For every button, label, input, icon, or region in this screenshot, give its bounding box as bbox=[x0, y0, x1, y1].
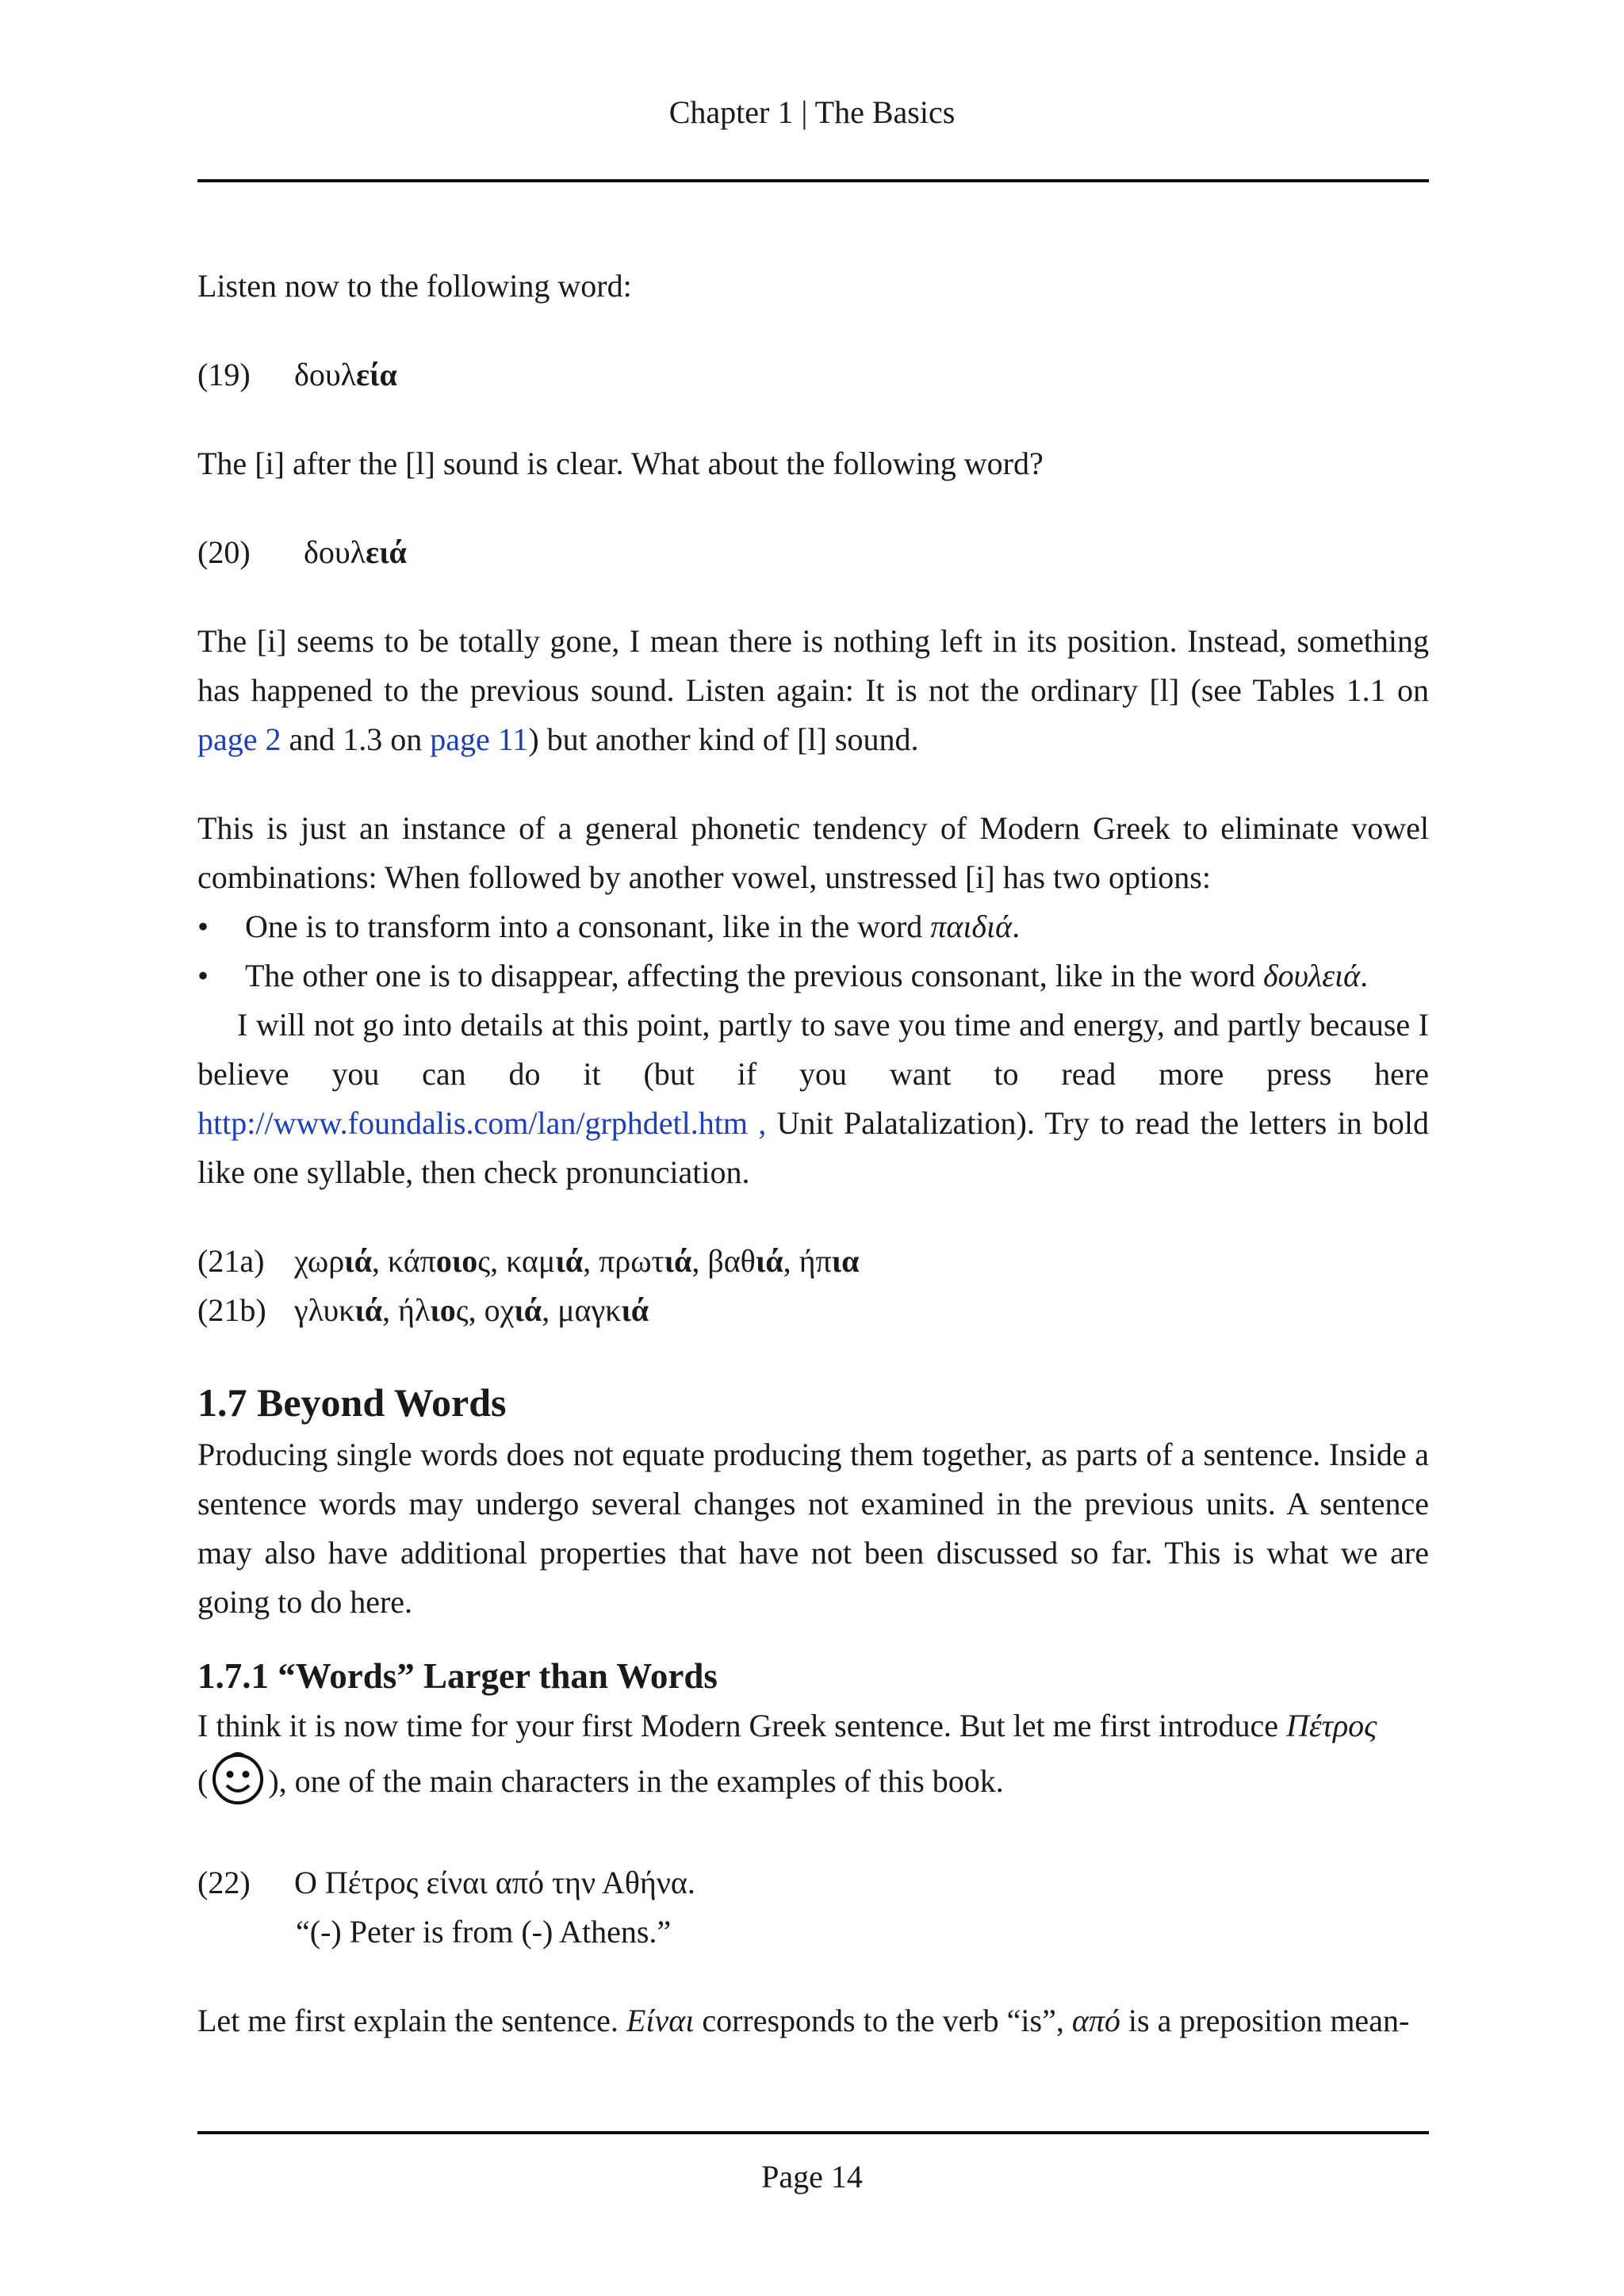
text-run: Unit Palatalization). Try to read the letters in bold like one syllable, then check pronunciation. bbox=[197, 1105, 1429, 1190]
bold-syllable: ιά bbox=[621, 1292, 649, 1328]
bold-syllable: ιά bbox=[755, 1243, 783, 1279]
paragraph-explain bbox=[197, 1996, 1429, 2045]
example-greek bbox=[304, 528, 407, 577]
link-page-11[interactable]: page 11 bbox=[430, 721, 529, 757]
italic-word: παιδιά bbox=[930, 909, 1013, 944]
bullet-icon: • bbox=[197, 958, 209, 993]
bullet-icon: • bbox=[197, 909, 209, 944]
running-header: Chapter 1 | The Basics bbox=[668, 94, 956, 130]
paragraph-after-20 bbox=[197, 617, 1429, 764]
example-gloss: “(-) Peter is from (-) Athens.” bbox=[296, 1914, 672, 1950]
text-run: I think it is now time for your first Modern Greek sentence. But let me first introduce bbox=[197, 1708, 1287, 1743]
text-run: ( bbox=[197, 1763, 209, 1800]
text-run: , ήλ bbox=[382, 1292, 431, 1328]
bold-syllable: εία bbox=[356, 357, 397, 392]
text-run: corresponds to the verb “is”, bbox=[694, 2003, 1072, 2038]
italic-word: Είναι bbox=[626, 2003, 695, 2038]
paragraph-after-19: The [i] after the [l] sound is clear. What about the following word? bbox=[197, 446, 1044, 481]
list-item bbox=[197, 902, 1429, 951]
text-run: I will not go into details at this point, partly to save you time and energy, and partly because I believe you can do it (but if you want to read more press here bbox=[197, 1007, 1429, 1092]
bold-syllable: οιο bbox=[435, 1243, 478, 1279]
example-21a bbox=[197, 1237, 1429, 1286]
text-run: The [i] seems to be totally gone, I mean there is nothing left in its position. Instead, something has happened to the previous sound. Listen again: It is not the ordinary [l] (see Tables 1.1 on bbox=[197, 623, 1429, 708]
text-run: ), one of the main characters in the examples of this book. bbox=[268, 1763, 1004, 1800]
page-number: Page 14 bbox=[761, 2159, 863, 2195]
paragraph-intro-petros bbox=[197, 1701, 1429, 1819]
example-19 bbox=[197, 350, 1429, 400]
example-number: (22) bbox=[197, 1865, 251, 1900]
example-greek bbox=[294, 1237, 859, 1286]
example-number: (20) bbox=[197, 534, 251, 570]
word-stem: δουλ bbox=[304, 534, 366, 570]
footer-rule bbox=[197, 2131, 1429, 2134]
text-run: , μαγκ bbox=[542, 1292, 622, 1328]
example-greek bbox=[294, 1286, 649, 1335]
text-run: and 1.3 on bbox=[281, 721, 431, 757]
header-rule bbox=[197, 179, 1429, 182]
link-foundalis[interactable]: http://www.foundalis.com/lan/grphdetl.htm , bbox=[197, 1105, 767, 1141]
text-run: ς, καμ bbox=[477, 1243, 556, 1279]
subsection-heading: 1.7.1 “Words” Larger than Words bbox=[197, 1656, 718, 1696]
example-number: (19) bbox=[197, 357, 251, 392]
text-run: , κάπ bbox=[371, 1243, 436, 1279]
bold-syllable: ιά bbox=[514, 1292, 542, 1328]
paragraph-section: Producing single words does not equate producing them together, as parts of a sentence. Inside a sentence words may undergo several changes not examined in the previous units. A sentence may also have additional properties that have not been discussed so far. This is what we are going to do here. bbox=[197, 1437, 1429, 1620]
paragraph-tendency: This is just an instance of a general phonetic tendency of Modern Greek to eliminate vowel combinations: When followed by another vowel, unstressed [i] has two options: bbox=[197, 810, 1429, 895]
italic-word: δουλειά bbox=[1262, 958, 1361, 993]
bold-syllable: ειά bbox=[366, 534, 407, 570]
word-stem: δουλ bbox=[294, 357, 357, 392]
bold-syllable: ιά bbox=[664, 1243, 692, 1279]
text-run: , βαθ bbox=[691, 1243, 756, 1279]
link-page-2[interactable]: page 2 bbox=[197, 721, 282, 757]
bold-syllable: ιά bbox=[344, 1243, 372, 1279]
example-20 bbox=[197, 528, 1429, 577]
bold-syllable: ιο bbox=[430, 1292, 456, 1328]
text-run: ) but another kind of [l] sound. bbox=[528, 721, 919, 757]
bold-syllable: ιά bbox=[354, 1292, 383, 1328]
options-list bbox=[197, 902, 1429, 1001]
list-item-text: The other one is to disappear, affecting the previous consonant, like in the word bbox=[245, 958, 1263, 993]
example-number: (21a) bbox=[197, 1243, 265, 1279]
text-run: is a preposition mean- bbox=[1120, 2003, 1410, 2038]
text-run: γλυκ bbox=[294, 1292, 355, 1328]
italic-word: από bbox=[1071, 2003, 1120, 2038]
bold-syllable: ια bbox=[831, 1243, 860, 1279]
bold-syllable: ιά bbox=[555, 1243, 584, 1279]
example-greek: Ο Πέτρος είναι από την Αθήνα. bbox=[294, 1865, 695, 1900]
paragraph-intro: Listen now to the following word: bbox=[197, 268, 632, 304]
smiley-face-icon bbox=[211, 1751, 265, 1819]
example-21b bbox=[197, 1286, 1429, 1335]
italic-name: Πέτρος bbox=[1286, 1708, 1377, 1743]
text-run: χωρ bbox=[294, 1243, 345, 1279]
punctuation: . bbox=[1360, 958, 1369, 993]
section-heading: 1.7 Beyond Words bbox=[197, 1380, 507, 1425]
text-run: , ήπ bbox=[783, 1243, 832, 1279]
paragraph-details bbox=[197, 1001, 1429, 1197]
example-22 bbox=[197, 1858, 1429, 1908]
page-body bbox=[197, 262, 1429, 2045]
text-run: Let me first explain the sentence. bbox=[197, 2003, 626, 2038]
example-number: (21b) bbox=[197, 1292, 266, 1328]
punctuation: . bbox=[1012, 909, 1021, 944]
text-run: , πρωτ bbox=[583, 1243, 665, 1279]
example-greek bbox=[294, 350, 397, 400]
list-item bbox=[197, 951, 1429, 1001]
text-run: ς, οχ bbox=[455, 1292, 515, 1328]
list-item-text: One is to transform into a consonant, like in the word bbox=[245, 909, 931, 944]
